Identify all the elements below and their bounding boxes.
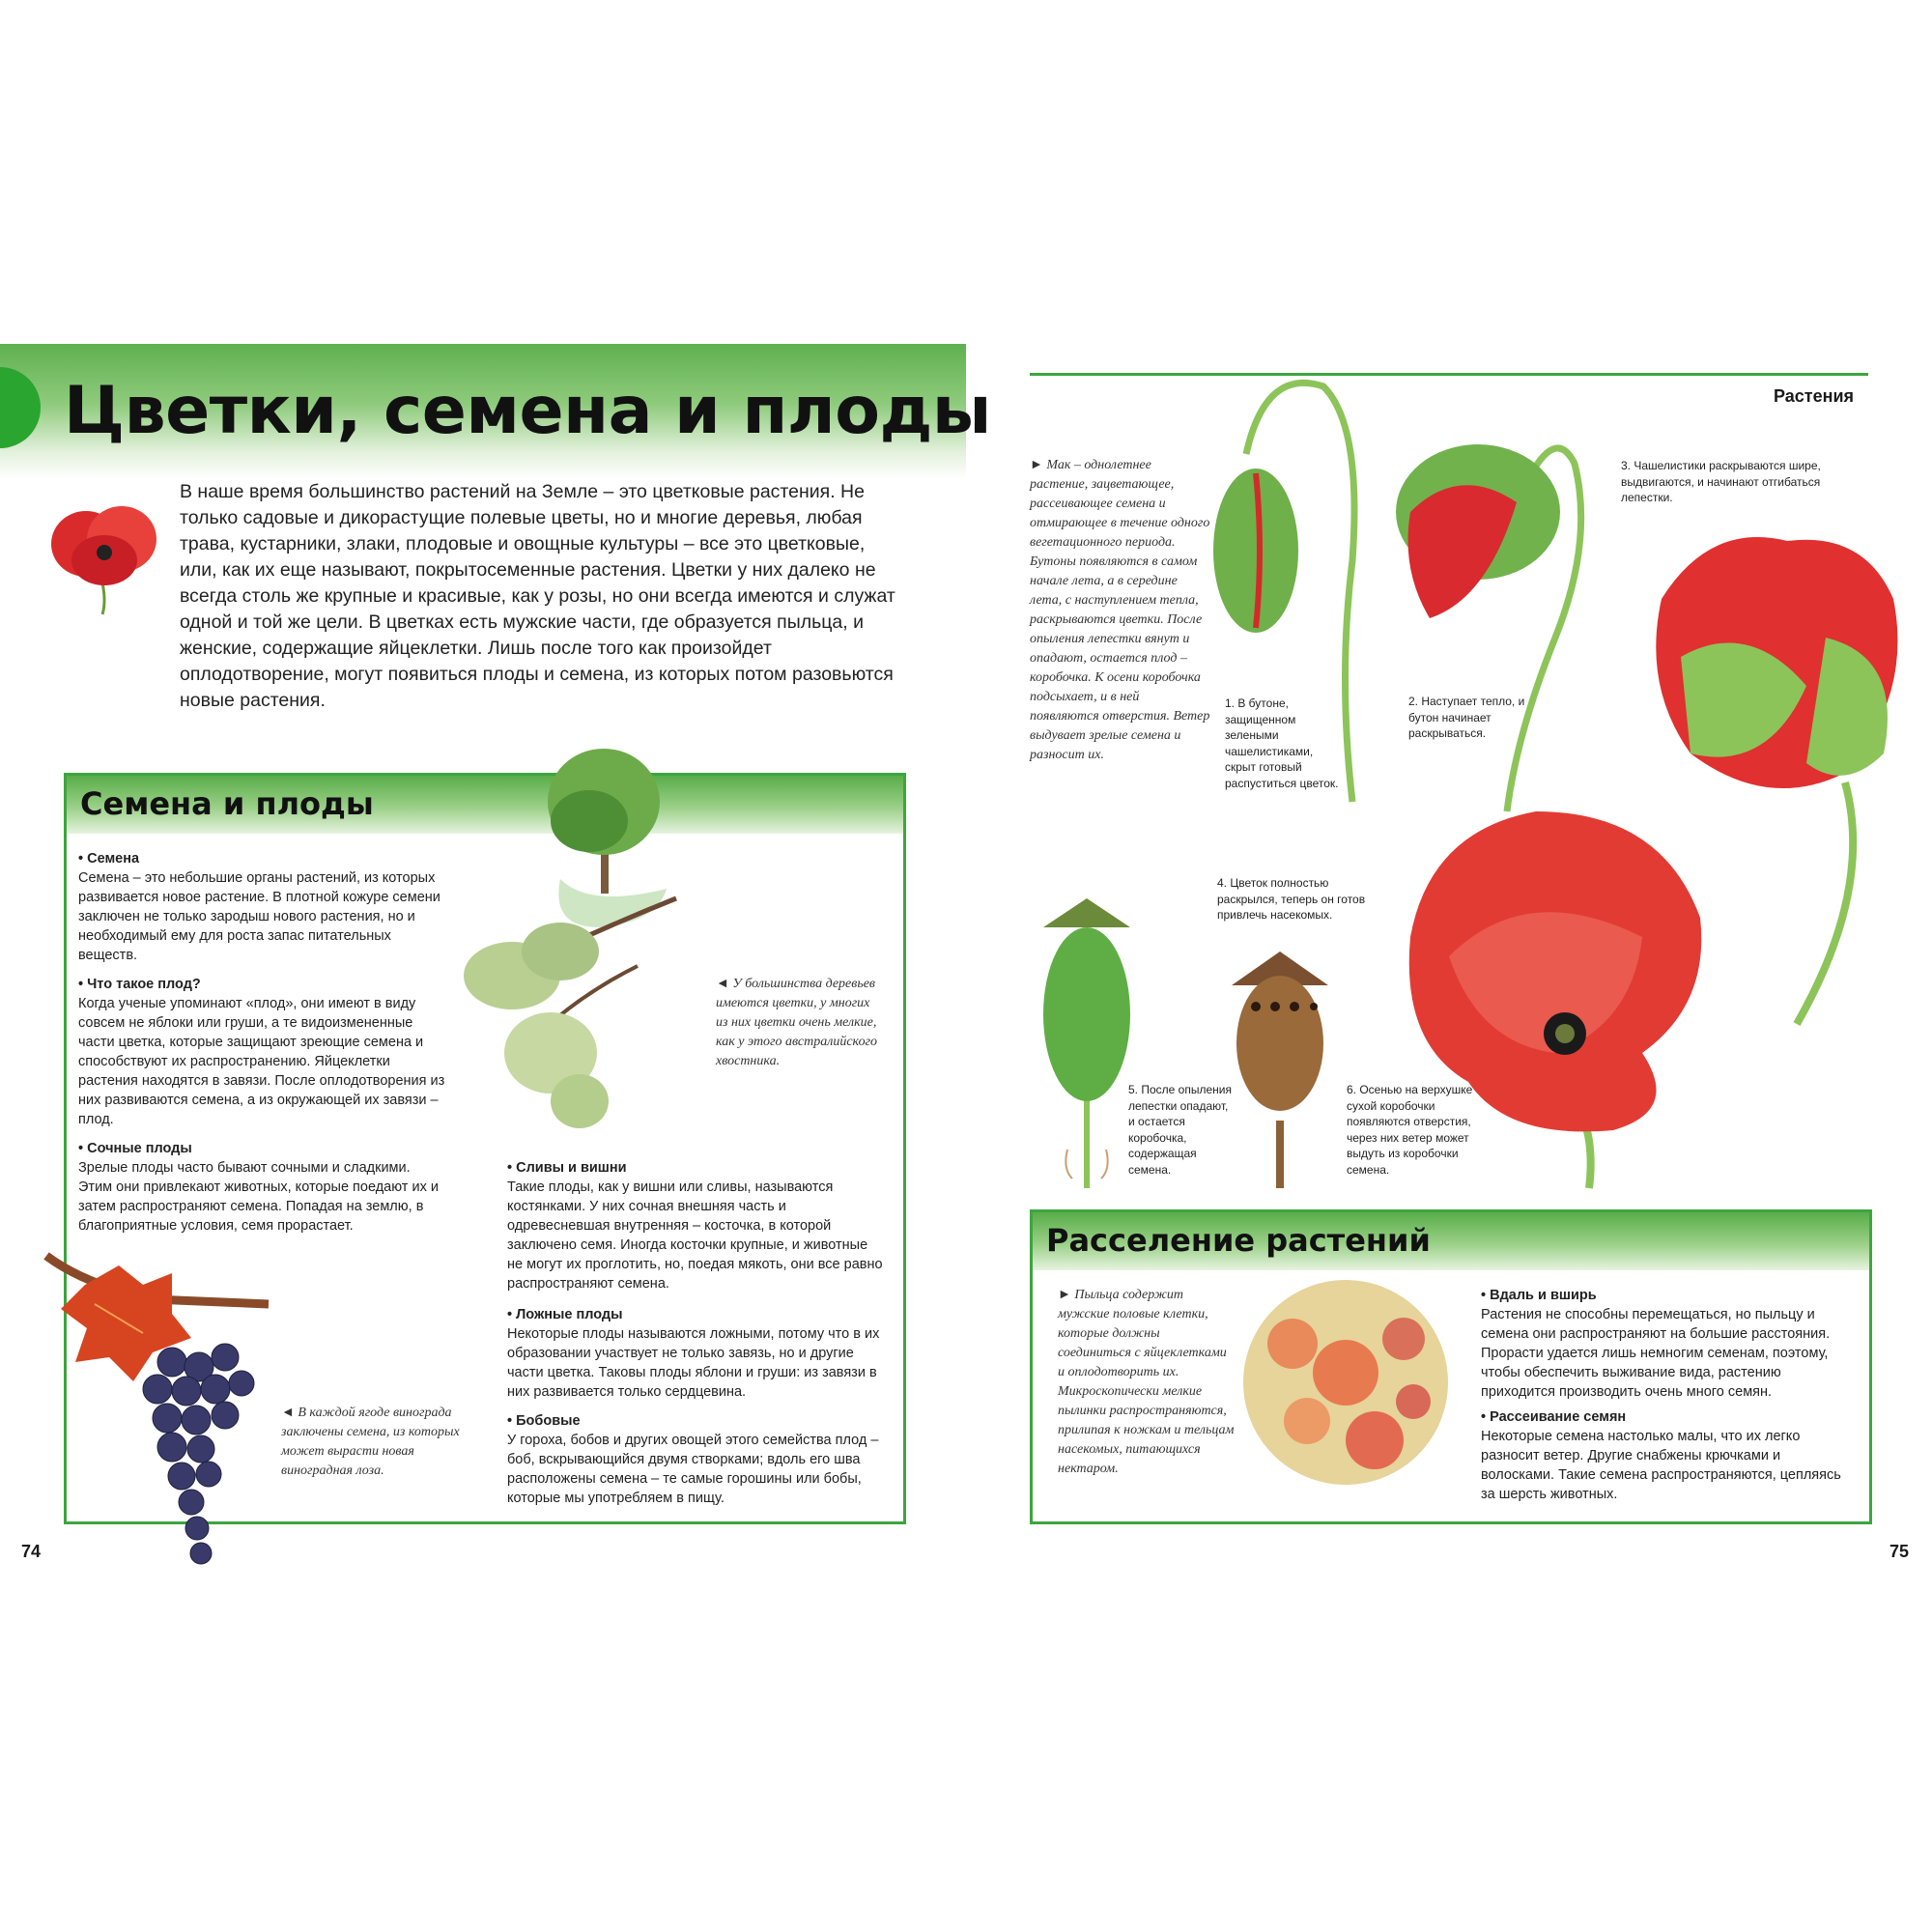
seed-capsule-dry-icon bbox=[1227, 947, 1333, 1188]
item-seeds bbox=[78, 849, 447, 965]
item-heading: • Вдаль и вширь bbox=[1481, 1286, 1858, 1305]
step-3-caption: 3. Чашелистики раскрываются шире, выдвигаются, и начинают отгибаться лепестки. bbox=[1621, 459, 1821, 504]
item-far-wide bbox=[1481, 1286, 1858, 1402]
item-text: Когда ученые упоминают «плод», они имеют в виду совсем не яблоки или груши, а те видоизмененные части цветка, которые защищают зреющие семена и способствуют их распространению. Яйцеклетки растения находятся в завязи. После оплодотворения из них развиваются семена, а из окружающей их завязи – плод. bbox=[78, 996, 445, 1127]
poppy-open-stage4-icon bbox=[1391, 802, 1710, 1188]
item-heading: • Бобовые bbox=[507, 1411, 886, 1431]
item-text: Некоторые семена настолько малы, что их легко разносит ветер. Другие снабжены крючками и волосками. Такие семена распространяются, цепляясь за шерсть животных. bbox=[1481, 1429, 1841, 1502]
item-heading: • Сочные плоды bbox=[78, 1139, 447, 1158]
pollen-microscope-icon bbox=[1239, 1276, 1452, 1489]
seed-capsule-green-icon bbox=[1034, 889, 1140, 1188]
item-heading: • Рассеивание семян bbox=[1481, 1407, 1858, 1427]
box-title: Семена и плоды bbox=[80, 785, 374, 822]
page-number-left: 74 bbox=[21, 1542, 42, 1561]
caption-pollen: ► Пыльца содержит мужские половые клетки, которые должны соединиться с яйцеклетками и оплодотворить их. Микроскопически мелкие пылинки распространяются, прилипая к ножкам и тельцам насекомых, питающихся нектаром. bbox=[1058, 1288, 1235, 1476]
item-juicy-fruits bbox=[78, 1139, 447, 1236]
caption-poppy: ► Мак – однолетнее растение, зацветающее, рассеивающее семена и отмирающее в течение одного вегетационного периода. Бутоны появляются в самом начале лета, а в середине лета, с наступлением тепла, раскрываются цветки. После опыления лепестки вянут и опадают, остается плод – коробочка. К осени коробочка подсыхает, и в ней появляются отверстия. Ветер выдувает зрелые семена и разносит их. bbox=[1030, 458, 1210, 762]
item-text: У гороха, бобов и других овощей этого семейства плод – боб, вскрывающийся двумя створками; вдоль его шва расположены семена – те самые горошины или бобы, которые мы употребляем в пищу. bbox=[507, 1433, 879, 1506]
item-text: Семена – это небольшие органы растений, из которых развивается новое растение. В плотной кожуре семени заключен не только зародыш нового растения, но и необходимый ему для роста запас питательных веществ. bbox=[78, 870, 440, 963]
dispersal-box bbox=[1030, 1209, 1872, 1524]
item-heading: • Сливы и вишни bbox=[507, 1158, 886, 1178]
tree-illustration-icon bbox=[444, 744, 734, 1150]
grape-illustration-icon bbox=[27, 1246, 288, 1575]
page-title: Цветки, семена и плоды bbox=[64, 373, 991, 449]
intro-paragraph: В наше время большинство растений на Земле – это цветковые растения. Не только садовые и дикорастущие полевые цветы, но и многие деревья, любая трава, кустарники, злаки, плодовые и овощные культуры – все это цветковые, или, как их еще называют, покрытосеменные растения. Цветки у них далеко не всегда столь же крупные и красивые, как у розы, но они всегда имеются и служат одной и той же цели. В цветках есть мужские части, где образуется пыльца, и женские, содержащие яйцеклетки. Лишь после того как произойдет оплодотворение, могут появиться плоды и семена, из которых потом разовьются новые растения. bbox=[180, 481, 895, 711]
step-2-caption: 2. Наступает тепло, и бутон начинает раскрываться. bbox=[1408, 695, 1525, 740]
item-heading: • Что такое плод? bbox=[78, 975, 447, 994]
step-4-caption: 4. Цветок полностью раскрылся, теперь он готов привлечь насекомых. bbox=[1217, 876, 1366, 922]
item-seed-dispersal bbox=[1481, 1407, 1858, 1504]
section-label: Растения bbox=[1774, 386, 1855, 406]
item-plums-cherries bbox=[507, 1158, 886, 1293]
caption-grape: ◄ В каждой ягоде винограда заключены семена, из которых может вырасти новая виноградная лоза. bbox=[281, 1406, 460, 1478]
item-text: Растения не способны перемещаться, но пыльцу и семена они распространяют на большие расстояния. Прорасти удается лишь немногим семенам, поэтому, чтобы обеспечить выживание вида, растению приходится производить очень много семян. bbox=[1481, 1307, 1831, 1400]
step-6-caption: 6. Осенью на верхушке сухой коробочки появляются отверстия, через них ветер может выдуть из коробочки семена. bbox=[1347, 1083, 1473, 1177]
box-title: Расселение растений bbox=[1046, 1222, 1431, 1259]
item-text: Зрелые плоды часто бывают сочными и сладкими. Этим они привлекают животных, которые поедают их и затем распространяют семена. Попадая на землю, в благоприятные условия, семя прорастает. bbox=[78, 1160, 439, 1234]
item-heading: • Семена bbox=[78, 849, 447, 868]
item-heading: • Ложные плоды bbox=[507, 1305, 886, 1324]
item-what-is-fruit bbox=[78, 975, 447, 1129]
page-number-right: 75 bbox=[1889, 1542, 1910, 1561]
step-1-caption: 1. В бутоне, защищенном зелеными чашелистиками, скрыт готовый распуститься цветок. bbox=[1225, 696, 1339, 790]
caption-tree: ◄ У большинства деревьев имеются цветки, у многих из них цветки очень мелкие, как у этого австралийского хвостника. bbox=[716, 977, 878, 1068]
step-5-caption: 5. После опыления лепестки опадают, и остается коробочка, содержащая семена. bbox=[1128, 1083, 1232, 1177]
item-legumes bbox=[507, 1411, 886, 1508]
item-text: Некоторые плоды называются ложными, потому что в их образовании участвует не только завязь, но и другие части цветка. Таковы плоды яблони и груши: из завязи в них развивается только сердцевина. bbox=[507, 1326, 880, 1400]
item-false-fruits bbox=[507, 1305, 886, 1402]
item-text: Такие плоды, как у вишни или сливы, называются костянками. У них сочная внешняя часть и одревесневшая внутренняя – косточка, в которой заключено семя. Иногда косточки крупные, и животные не могут их проглотить, но, поедая мякоть, они все равно распространяют семена. bbox=[507, 1179, 883, 1292]
poppy-flower-icon bbox=[43, 491, 168, 616]
poppy-bud-stage2-icon bbox=[1372, 367, 1604, 811]
